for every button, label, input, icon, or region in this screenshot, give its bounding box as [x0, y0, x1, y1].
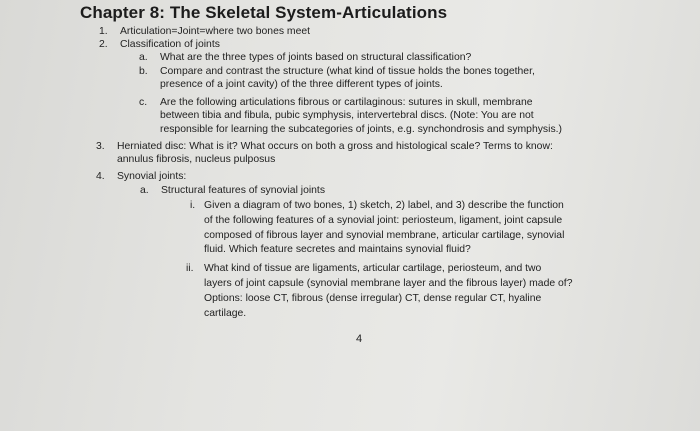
item-text: Articulation=Joint=where two bones meet — [120, 26, 311, 37]
subsubitem-marker: i. — [190, 200, 196, 211]
subsubitem-text: cartilage. — [204, 308, 247, 319]
subsubitem-text: Options: loose CT, fibrous (dense irregular) CT, dense regular CT, hyaline — [204, 293, 542, 304]
subsubitem-text: fluid. Which feature secretes and maintains synovial fluid? — [204, 244, 471, 255]
item-marker: 3. — [96, 141, 105, 152]
page-number: 4 — [356, 333, 363, 345]
subitem-text: Are the following articulations fibrous or cartilaginous: sutures in skull, membrane — [160, 97, 533, 108]
subitem-text: presence of a joint cavity) of the three different types of joints. — [160, 79, 443, 90]
subitem-marker: c. — [139, 97, 148, 108]
item-marker: 4. — [96, 171, 105, 182]
item-text: Classification of joints — [120, 39, 220, 50]
subsubitem-text: composed of fibrous layer and synovial membrane, articular cartilage, synovial — [204, 230, 565, 241]
item-text: annulus fibrosis, nucleus pulposus — [117, 154, 276, 165]
subitem-text: Structural features of synovial joints — [161, 185, 326, 196]
subsubitem-text: layers of joint capsule (synovial membrane layer and the fibrous layer) made of? — [204, 278, 573, 289]
subitem-text: What are the three types of joints based on structural classification? — [160, 52, 472, 63]
subitem-marker: a. — [139, 52, 148, 63]
chapter-title: Chapter 8: The Skeletal System-Articulations — [80, 3, 448, 22]
item-marker: 2. — [99, 39, 108, 50]
subsubitem-text: What kind of tissue are ligaments, articular cartilage, periosteum, and two — [204, 263, 542, 274]
subsubitem-text: of the following features of a synovial joint: periosteum, ligament, joint capsule — [204, 215, 563, 226]
subitem-marker: b. — [139, 66, 148, 77]
item-text: Synovial joints: — [117, 171, 187, 182]
subitem-text: between tibia and fibula, pubic symphysis, intervertebral discs. (Note: You are not — [160, 110, 534, 121]
item-marker: 1. — [99, 26, 108, 37]
subitem-text: Compare and contrast the structure (what kind of tissue holds the bones together, — [160, 66, 535, 77]
subitem-marker: a. — [140, 185, 149, 196]
item-text: Herniated disc: What is it? What occurs on both a gross and histological scale? Terms to know: — [117, 141, 553, 152]
subsubitem-marker: ii. — [186, 263, 194, 274]
subsubitem-text: Given a diagram of two bones, 1) sketch, 2) label, and 3) describe the function — [204, 200, 564, 211]
subitem-text: responsible for learning the subcategories of joints, e.g. synchondrosis and symphysis.) — [160, 124, 562, 135]
